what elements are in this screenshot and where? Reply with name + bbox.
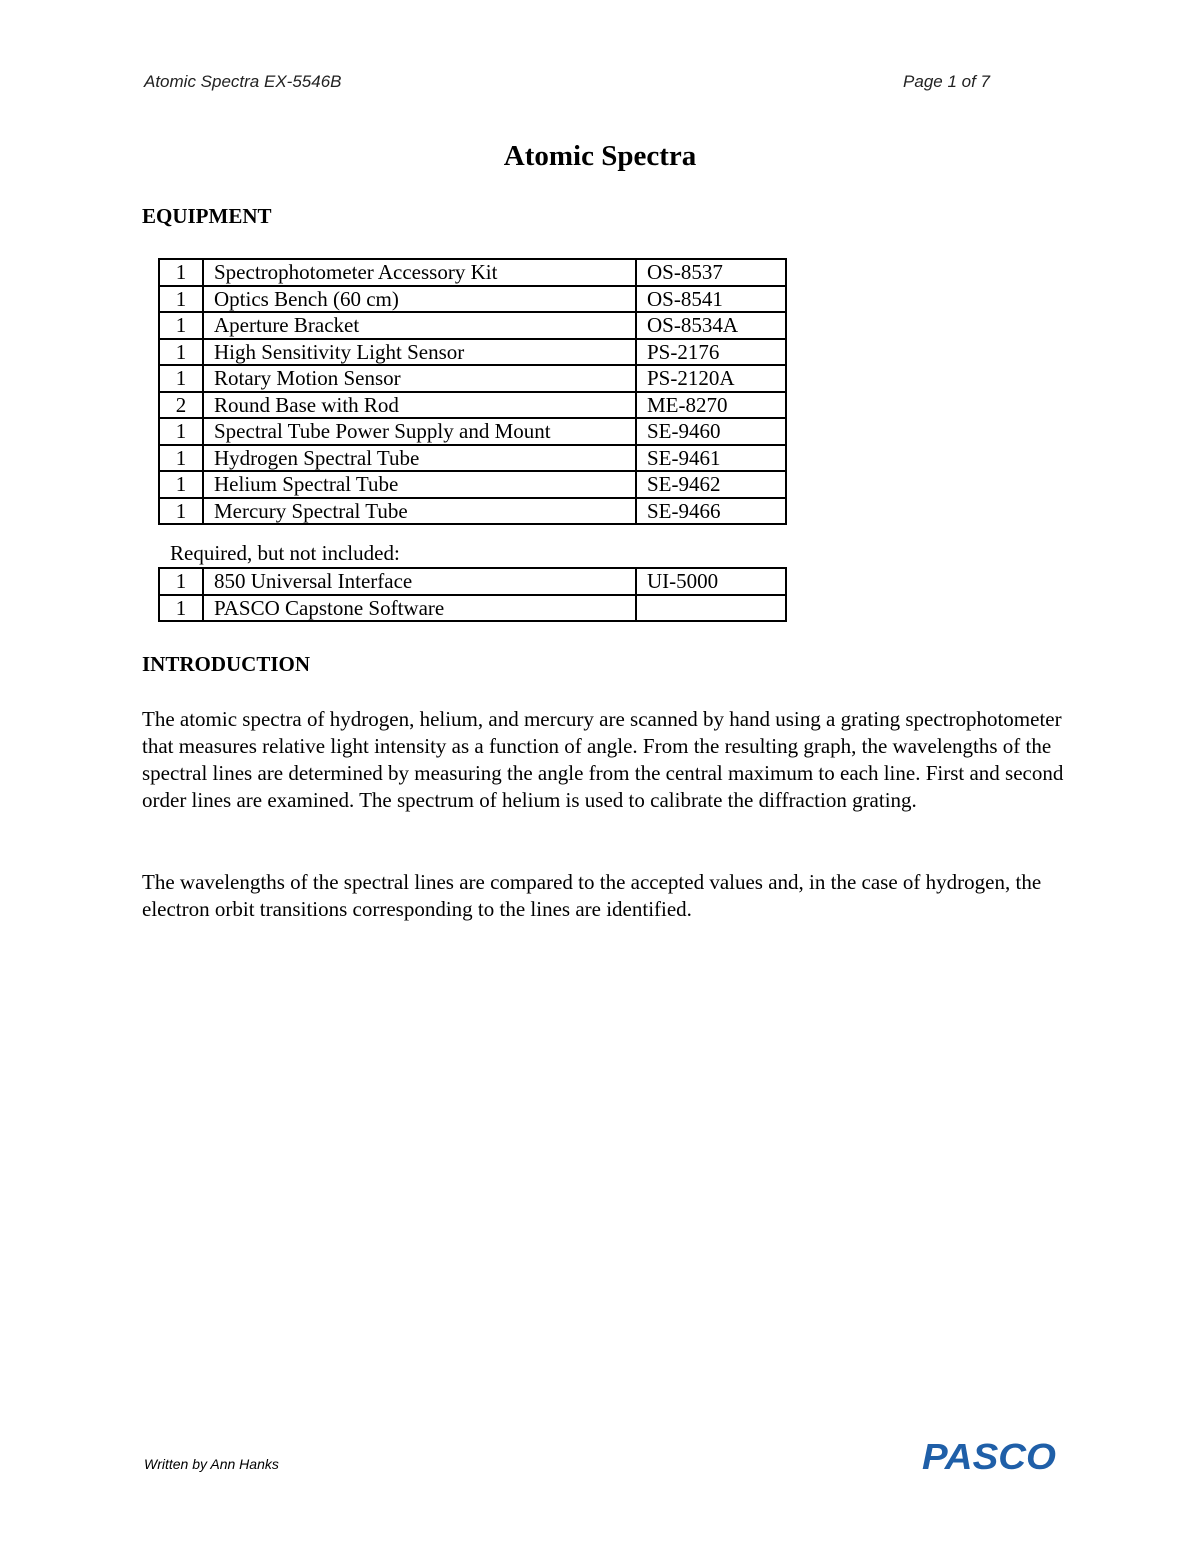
equipment-qty: 1 <box>159 286 203 313</box>
page-title: Atomic Spectra <box>503 140 697 172</box>
equipment-part-number: OS-8534A <box>636 312 786 339</box>
equipment-name: 850 Universal Interface <box>203 568 636 595</box>
equipment-part-number: UI-5000 <box>636 568 786 595</box>
equipment-row <box>159 339 786 366</box>
header-doc-id: Atomic Spectra EX-5546B <box>144 72 342 91</box>
equipment-part-number: SE-9461 <box>636 445 786 472</box>
equipment-name: PASCO Capstone Software <box>203 595 636 622</box>
equipment-part-number: SE-9466 <box>636 498 786 525</box>
page-header <box>144 72 990 96</box>
equipment-qty: 1 <box>159 339 203 366</box>
equipment-qty: 1 <box>159 471 203 498</box>
equipment-part-number: SE-9462 <box>636 471 786 498</box>
equipment-qty: 1 <box>159 445 203 472</box>
header-page-number: Page 1 of 7 <box>903 72 990 91</box>
equipment-part-number: SE-9460 <box>636 418 786 445</box>
equipment-part-number <box>636 595 786 622</box>
equipment-part-number: PS-2120A <box>636 365 786 392</box>
equipment-qty: 1 <box>159 312 203 339</box>
equipment-qty: 1 <box>159 595 203 622</box>
equipment-name: Spectral Tube Power Supply and Mount <box>203 418 636 445</box>
pasco-logo-text: PASCO <box>922 1438 1056 1474</box>
equipment-part-number: ME-8270 <box>636 392 786 419</box>
equipment-row <box>159 418 786 445</box>
equipment-qty: 1 <box>159 365 203 392</box>
equipment-name: Rotary Motion Sensor <box>203 365 636 392</box>
equipment-row <box>159 392 786 419</box>
equipment-part-number: OS-8541 <box>636 286 786 313</box>
equipment-row <box>159 498 786 525</box>
footer-author: Written by Ann Hanks <box>144 1456 279 1472</box>
equipment-row <box>159 568 786 595</box>
equipment-part-number: OS-8537 <box>636 259 786 286</box>
equipment-part-number: PS-2176 <box>636 339 786 366</box>
equipment-heading: EQUIPMENT <box>142 204 272 228</box>
equipment-row <box>159 445 786 472</box>
equipment-row <box>159 286 786 313</box>
introduction-heading: INTRODUCTION <box>142 652 311 676</box>
equipment-qty: 1 <box>159 568 203 595</box>
required-note: Required, but not included: <box>170 541 400 565</box>
equipment-name: Aperture Bracket <box>203 312 636 339</box>
equipment-name: Helium Spectral Tube <box>203 471 636 498</box>
equipment-name: Round Base with Rod <box>203 392 636 419</box>
equipment-qty: 1 <box>159 498 203 525</box>
equipment-qty: 1 <box>159 259 203 286</box>
required-equipment-table <box>158 567 787 622</box>
equipment-table <box>158 258 787 525</box>
equipment-row <box>159 312 786 339</box>
equipment-name: Optics Bench (60 cm) <box>203 286 636 313</box>
pasco-logo <box>918 1438 1060 1474</box>
equipment-name: Mercury Spectral Tube <box>203 498 636 525</box>
equipment-name: Spectrophotometer Accessory Kit <box>203 259 636 286</box>
equipment-qty: 1 <box>159 418 203 445</box>
equipment-name: High Sensitivity Light Sensor <box>203 339 636 366</box>
intro-paragraph-1: The atomic spectra of hydrogen, helium, and mercury are scanned by hand using a grating spectrophotometer that measures relative light intensity as a function of angle. From the resulting graph, the wavelengths of the spectral lines are determined by measuring the angle from the central maximum to each line. First and second order lines are examined. The spectrum of helium is used to calibrate the diffraction grating. <box>142 707 1064 812</box>
equipment-qty: 2 <box>159 392 203 419</box>
intro-paragraph-2: The wavelengths of the spectral lines are compared to the accepted values and, in the case of hydrogen, the electron orbit transitions corresponding to the lines are identified. <box>142 870 1042 921</box>
equipment-row <box>159 595 786 622</box>
equipment-row <box>159 365 786 392</box>
equipment-row <box>159 259 786 286</box>
equipment-row <box>159 471 786 498</box>
equipment-name: Hydrogen Spectral Tube <box>203 445 636 472</box>
